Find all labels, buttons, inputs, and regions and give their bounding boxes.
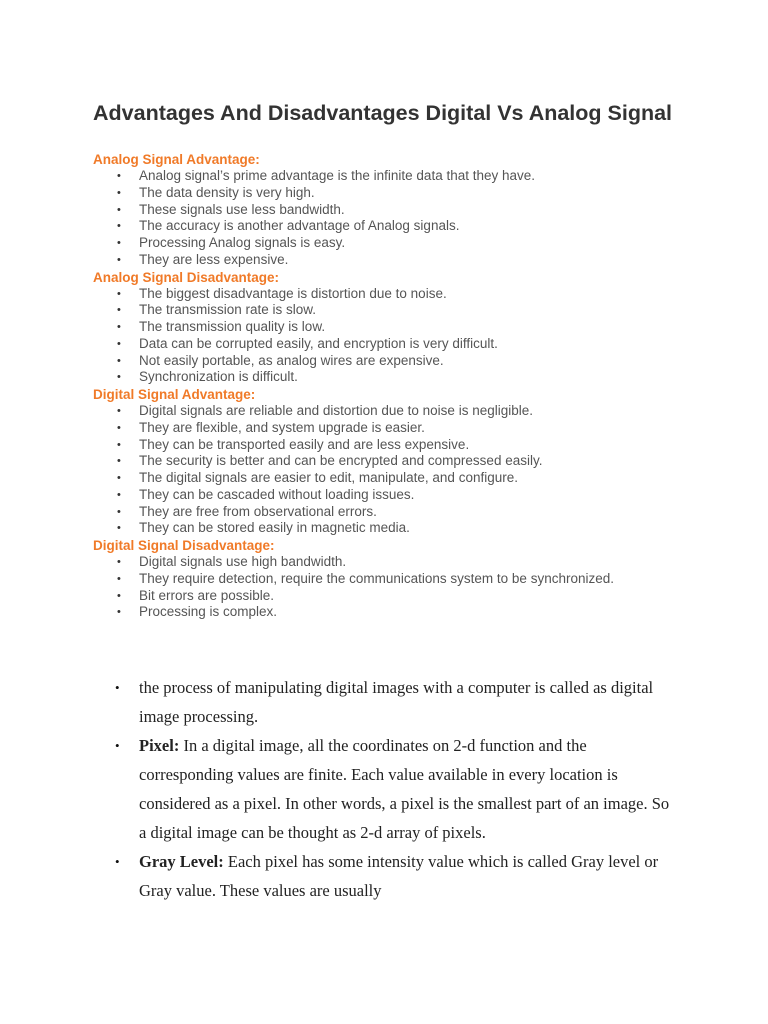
- list-item: [93, 504, 653, 521]
- bullet-list: [93, 286, 653, 387]
- definition-text: Each pixel has some intensity value which is called Gray level or Gray value. These values are usually: [139, 852, 659, 900]
- list-item-text: Bit errors are possible.: [139, 587, 275, 603]
- list-item: [93, 286, 653, 303]
- list-item: [93, 554, 653, 571]
- list-item-text: Processing Analog signals is easy.: [139, 235, 346, 250]
- list-item-text: The transmission quality is low.: [139, 319, 326, 334]
- list-item-text: The transmission rate is slow.: [139, 302, 317, 318]
- section-digital-advantage: [93, 386, 653, 537]
- bullet-icon: •: [117, 589, 121, 602]
- definition-item: [115, 847, 680, 905]
- bullet-icon: •: [117, 203, 121, 216]
- bullet-icon: •: [117, 572, 121, 585]
- definition-item: [115, 673, 680, 731]
- section-digital-disadvantage: [93, 537, 653, 621]
- list-item-text: They require detection, require the communications system to be synchronized.: [139, 570, 614, 586]
- definitions-list: [115, 673, 680, 905]
- list-item: [93, 252, 653, 269]
- definition-text: In a digital image, all the coordinates on 2-d function and the corresponding values are finite. Each value available in every location is considered as a pixel. In other words, a pixel is the smallest part of an image. So a digital image can be thought as 2-d array of pixels.: [139, 736, 670, 842]
- page-title: Advantages And Disadvantages Digital Vs Analog Signal: [93, 101, 673, 125]
- list-item-text: They can be stored easily in magnetic media.: [139, 520, 410, 536]
- list-item: [93, 302, 653, 319]
- list-item-text: Digital signals use high bandwidth.: [139, 554, 347, 569]
- bullet-icon: •: [117, 253, 121, 266]
- definition-term: Pixel:: [139, 736, 180, 755]
- section-heading: Digital Signal Advantage:: [93, 387, 256, 402]
- bullet-icon: •: [117, 606, 121, 619]
- list-item: [93, 420, 653, 437]
- bullet-icon: •: [117, 287, 121, 300]
- list-item-text: They can be cascaded without loading issues.: [139, 486, 415, 502]
- section-heading: Analog Signal Advantage:: [93, 152, 260, 167]
- list-item-text: The security is better and can be encrypted and compressed easily.: [139, 453, 543, 469]
- bullet-icon: •: [117, 371, 121, 384]
- list-item: [93, 319, 653, 336]
- list-item: [93, 235, 653, 252]
- bullet-icon: •: [117, 505, 121, 518]
- list-item-text: The accuracy is another advantage of Analog signals.: [139, 218, 460, 234]
- bullet-list: [93, 554, 653, 621]
- list-item-text: Digital signals are reliable and distortion due to noise is negligible.: [139, 403, 533, 418]
- list-item: [93, 453, 653, 470]
- list-item-text: Analog signal’s prime advantage is the infinite data that they have.: [139, 168, 536, 183]
- list-item-text: They are less expensive.: [139, 251, 289, 267]
- list-item: [93, 336, 653, 353]
- list-item: [93, 202, 653, 219]
- list-item-text: They are flexible, and system upgrade is easier.: [139, 419, 425, 435]
- bullet-icon: •: [117, 488, 121, 501]
- list-item: [93, 437, 653, 454]
- bullet-icon: •: [117, 220, 121, 233]
- bullet-icon: •: [115, 738, 120, 753]
- section-analog-disadvantage: [93, 269, 653, 387]
- bullet-icon: •: [117, 304, 121, 317]
- list-item: [93, 604, 653, 621]
- bullet-icon: •: [117, 237, 121, 249]
- definition-text: the process of manipulating digital images with a computer is called as digital image processing.: [139, 678, 654, 726]
- list-item: [93, 571, 653, 588]
- bullet-icon: •: [117, 522, 121, 535]
- bullet-icon: •: [117, 421, 121, 434]
- list-item-text: They can be transported easily and are less expensive.: [139, 436, 470, 452]
- bullet-icon: •: [117, 170, 121, 182]
- bullet-icon: •: [115, 680, 120, 695]
- bullet-icon: •: [117, 186, 121, 199]
- list-item-text: The digital signals are easier to edit, manipulate, and configure.: [139, 470, 518, 485]
- signal-sections: [93, 151, 653, 621]
- section-analog-advantage: [93, 151, 653, 269]
- list-item-text: Not easily portable, as analog wires are expensive.: [139, 352, 444, 368]
- list-item: [93, 353, 653, 370]
- definition-term: Gray Level:: [139, 852, 224, 871]
- list-item: [93, 403, 653, 420]
- bullet-icon: •: [117, 321, 121, 333]
- bullet-icon: •: [117, 472, 121, 484]
- bullet-icon: •: [117, 455, 121, 468]
- list-item-text: They are free from observational errors.: [139, 503, 377, 519]
- bullet-icon: •: [115, 854, 120, 869]
- definition-item: [115, 731, 680, 847]
- bullet-icon: •: [117, 556, 121, 568]
- list-item-text: These signals use less bandwidth.: [139, 201, 345, 217]
- bullet-icon: •: [117, 438, 121, 451]
- bullet-list: [93, 168, 653, 269]
- list-item: [93, 520, 653, 537]
- bullet-icon: •: [117, 354, 121, 367]
- section-heading: Digital Signal Disadvantage:: [93, 538, 275, 553]
- bullet-list: [93, 403, 653, 537]
- bullet-icon: •: [117, 337, 121, 350]
- list-item: [93, 218, 653, 235]
- list-item: [93, 369, 653, 386]
- list-item: [93, 588, 653, 605]
- list-item-text: Data can be corrupted easily, and encryption is very difficult.: [139, 335, 498, 351]
- section-heading: Analog Signal Disadvantage:: [93, 269, 280, 285]
- bullet-icon: •: [117, 405, 121, 417]
- list-item: [93, 168, 653, 185]
- list-item: [93, 470, 653, 487]
- list-item-text: Synchronization is difficult.: [139, 369, 298, 385]
- list-item-text: The biggest disadvantage is distortion due to noise.: [139, 285, 447, 301]
- list-item-text: The data density is very high.: [139, 184, 315, 200]
- list-item: [93, 185, 653, 202]
- list-item: [93, 487, 653, 504]
- list-item-text: Processing is complex.: [139, 604, 278, 620]
